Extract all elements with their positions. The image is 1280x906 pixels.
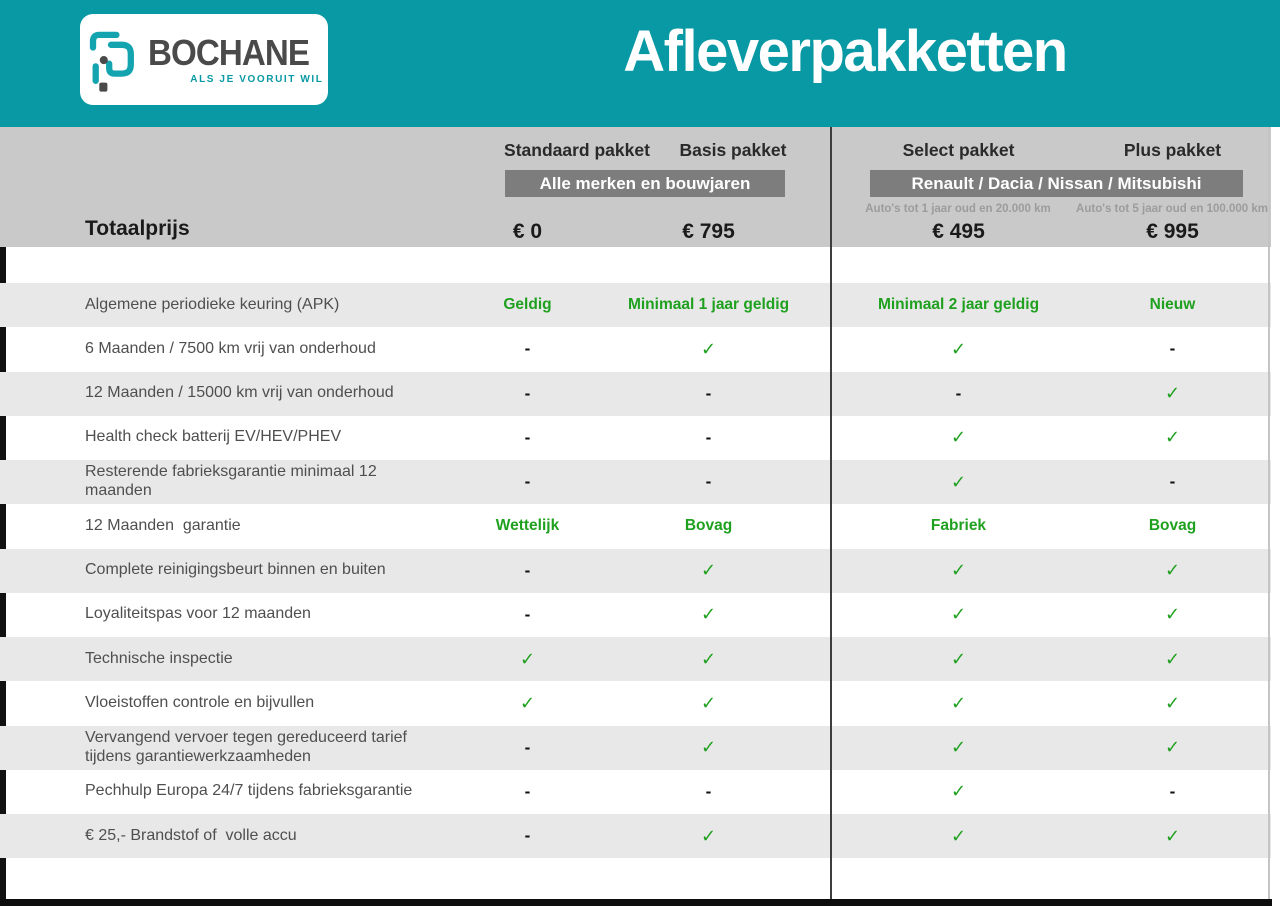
feature-label: 12 Maanden garantie [85, 516, 241, 534]
feature-value: Minimaal 2 jaar geldig [877, 296, 1040, 314]
feature-label: Technische inspectie [85, 649, 233, 667]
feature-row [0, 814, 1271, 858]
feature-label: Complete reinigingsbeurt binnen en buiten [85, 561, 386, 579]
check-icon: ✓ [950, 825, 967, 847]
column-name-plus: Plus pakket [1123, 139, 1222, 160]
dash-icon: - [1169, 472, 1176, 492]
check-icon: ✓ [950, 737, 967, 759]
feature-value: Wettelijk [495, 517, 560, 535]
feature-row [0, 726, 1271, 770]
feature-row [0, 416, 1271, 460]
pricing-header [0, 127, 1271, 247]
logo-name: BOCHANE [148, 31, 310, 73]
feature-label: € 25,- Brandstof of volle accu [85, 826, 297, 844]
check-icon: ✓ [1164, 427, 1181, 449]
feature-label: Vloeistoffen controle en bijvullen [85, 693, 315, 711]
check-icon: ✓ [950, 338, 967, 360]
dash-icon: - [524, 826, 531, 846]
feature-table-rows [0, 283, 1271, 858]
check-icon: ✓ [700, 825, 717, 847]
feature-row [0, 770, 1271, 814]
feature-value: Bovag [684, 517, 733, 535]
dash-icon: - [524, 383, 531, 403]
dash-icon: - [705, 781, 712, 801]
feature-label: 12 Maanden / 15000 km vrij van onderhoud [85, 384, 394, 402]
check-icon: ✓ [700, 604, 717, 626]
feature-value: Nieuw [1149, 296, 1196, 314]
dash-icon: - [705, 427, 712, 447]
feature-label: Resterende fabrieksgarantie minimaal 12 maanden [85, 463, 382, 500]
dash-icon: - [524, 604, 531, 624]
column-price-standaard: € 0 [512, 220, 543, 243]
column-subtitle-select: Auto's tot 1 jaar oud en 20.000 km [865, 203, 1051, 215]
dash-icon: - [524, 427, 531, 447]
check-icon: ✓ [1164, 648, 1181, 670]
feature-row [0, 283, 1271, 327]
group-banner-renault-group: Renault / Dacia / Nissan / Mitsubishi [870, 170, 1243, 197]
column-subtitle-plus: Auto's tot 5 jaar oud en 100.000 km [1076, 203, 1268, 215]
dash-icon: - [1169, 781, 1176, 801]
logo-text [148, 31, 324, 85]
logo-tagline: ALS JE VOORUIT WIL [190, 73, 324, 85]
check-icon: ✓ [519, 648, 536, 670]
app-header [0, 0, 1280, 127]
check-icon: ✓ [700, 737, 717, 759]
check-icon: ✓ [700, 692, 717, 714]
feature-label: Vervangend vervoer tegen gereduceerd tarief tijdens garantiewerkzaamheden [85, 728, 412, 765]
feature-label: Loyaliteitspas voor 12 maanden [85, 605, 311, 623]
right-edge-line [1268, 127, 1270, 899]
feature-value: Geldig [503, 296, 552, 314]
check-icon: ✓ [1164, 604, 1181, 626]
feature-row [0, 681, 1271, 725]
column-name-basis: Basis pakket [679, 139, 787, 160]
feature-value: Fabriek [930, 517, 987, 535]
page-title: Afleverpakketten [623, 19, 1067, 84]
group-banner-all-brands: Alle merken en bouwjaren [505, 170, 785, 197]
check-icon: ✓ [700, 648, 717, 670]
check-icon: ✓ [950, 781, 967, 803]
check-icon: ✓ [1164, 383, 1181, 405]
bochane-logo-icon [84, 25, 138, 97]
dash-icon: - [524, 781, 531, 801]
feature-row [0, 637, 1271, 681]
check-icon: ✓ [519, 692, 536, 714]
feature-value: Minimaal 1 jaar geldig [627, 296, 790, 314]
feature-label: Algemene periodieke keuring (APK) [85, 295, 340, 313]
dash-icon: - [705, 472, 712, 492]
feature-table [0, 247, 1271, 858]
column-price-select: € 495 [932, 220, 985, 243]
dash-icon: - [524, 472, 531, 492]
feature-row [0, 460, 1271, 504]
check-icon: ✓ [950, 604, 967, 626]
check-icon: ✓ [950, 648, 967, 670]
feature-row [0, 593, 1271, 637]
column-name-standaard: Standaard pakket [504, 139, 650, 160]
feature-value: Bovag [1148, 517, 1197, 535]
check-icon: ✓ [950, 560, 967, 582]
dash-icon: - [955, 383, 962, 403]
check-icon: ✓ [950, 692, 967, 714]
dash-icon: - [1169, 339, 1176, 359]
dash-icon: - [524, 560, 531, 580]
total-price-label: Totaalprijs [85, 217, 190, 240]
column-price-plus: € 995 [1146, 220, 1199, 243]
feature-row [0, 327, 1271, 371]
check-icon: ✓ [950, 427, 967, 449]
feature-row [0, 372, 1271, 416]
check-icon: ✓ [700, 338, 717, 360]
feature-label: Pechhulp Europa 24/7 tijdens fabrieksgarantie [85, 782, 413, 800]
feature-label: 6 Maanden / 7500 km vrij van onderhoud [85, 339, 376, 357]
spacer-row [0, 247, 1271, 283]
dash-icon: - [705, 383, 712, 403]
column-price-basis: € 795 [682, 220, 735, 243]
check-icon: ✓ [950, 471, 967, 493]
check-icon: ✓ [1164, 825, 1181, 847]
check-icon: ✓ [1164, 560, 1181, 582]
feature-row [0, 504, 1271, 548]
check-icon: ✓ [1164, 737, 1181, 759]
column-name-select: Select pakket [902, 139, 1015, 160]
bottom-bar [0, 899, 1272, 906]
feature-row [0, 549, 1271, 593]
bochane-logo [80, 14, 328, 105]
dash-icon: - [524, 339, 531, 359]
feature-label: Health check batterij EV/HEV/PHEV [85, 428, 342, 446]
check-icon: ✓ [1164, 692, 1181, 714]
check-icon: ✓ [700, 560, 717, 582]
dash-icon: - [524, 737, 531, 757]
group-divider-line [830, 127, 832, 899]
